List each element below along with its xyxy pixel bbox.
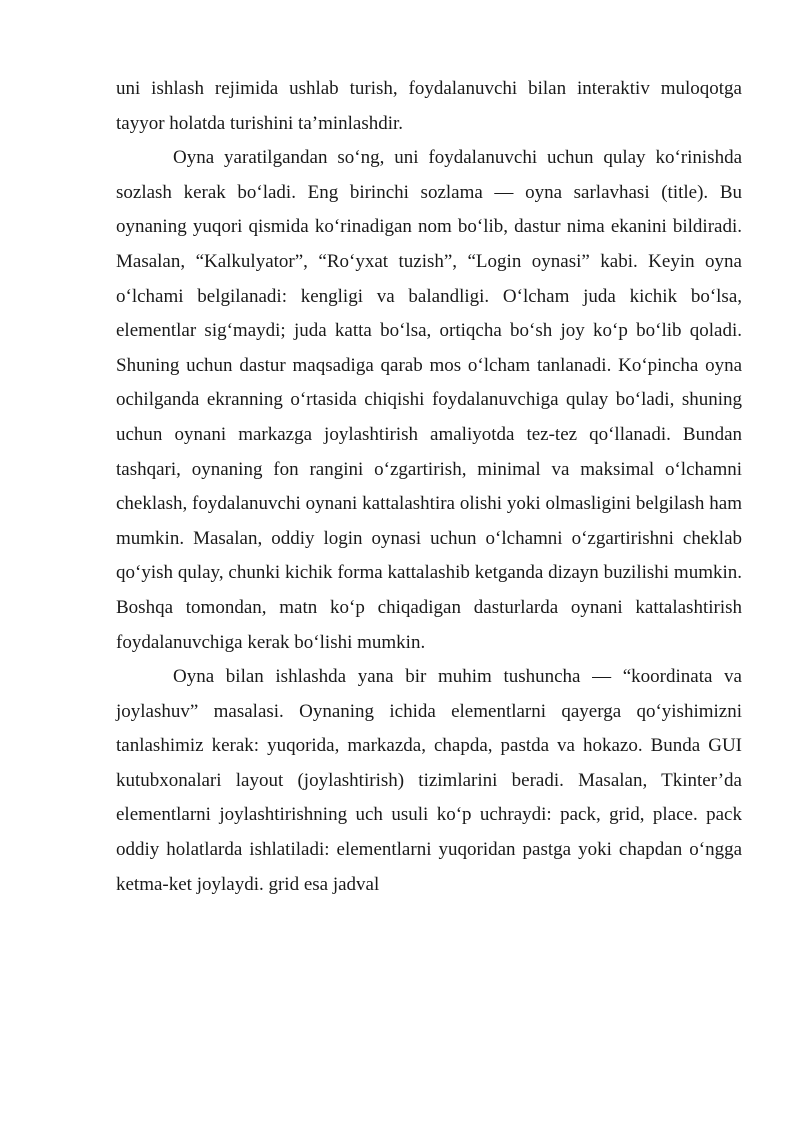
paragraph-window-settings: Oyna yaratilgandan so‘ng, uni foydalanuvchi uchun qulay ko‘rinishda sozlash kerak bo‘ladi. Eng birinchi sozlama — oyna sarlavhasi (title). Bu oynaning yuqori qismida ko‘rinadigan nom bo‘lib, dastur nima ekanini bildiradi. Masalan, “Kalkulyator”, “Ro‘yxat tuzish”, “Login oynasi” kabi. Keyin oyna o‘lchami belgilanadi: kengligi va balandligi. O‘lcham juda kichik bo‘lsa, elementlar sig‘maydi; juda katta bo‘lsa, ortiqcha bo‘sh joy ko‘p bo‘lib qoladi. Shuning uchun dastur maqsadiga qarab mos o‘lcham tanlanadi. Ko‘pincha oyna ochilganda ekranning o‘rtasida chiqishi foydalanuvchiga qulay bo‘ladi, shuning uchun oynani markazga joylashtirish amaliyotda tez-tez qo‘llanadi. Bundan tashqari, oynaning fon rangini o‘zgartirish, minimal va maksimal o‘lchamni cheklash, foydalanuvchi oynani kattalashtira olishi yoki olmasligini belgilash ham mumkin. Masalan, oddiy login oynasi uchun o‘lchamni o‘zgartirishni cheklab qo‘yish qulay, chunki kichik forma kattalashib ketganda dizayn buzilishi mumkin. Boshqa tomondan, matn ko‘p chiqadigan dasturlarda oynani kattalashtirish foydalanuvchiga kerak bo‘lishi mumkin.	[116, 147, 742, 653]
document-body	[116, 72, 742, 902]
paragraph-layout: Oyna bilan ishlashda yana bir muhim tushuncha — “koordinata va joylashuv” masalasi. Oynaning ichida elementlarni qayerga qo‘yishimizni tanlashimiz kerak: yuqorida, markazda, chapda, pastda va hokazo. Bunda GUI kutubxonalari layout (joylashtirish) tizimlarini beradi. Masalan, Tkinter’da elementlarni joylashtirishning uch usuli ko‘p uchraydi: pack, grid, place. pack oddiy holatlarda ishlatiladi: elementlarni yuqoridan pastga yoki chapdan o‘ngga ketma-ket joylaydi. grid esa jadval	[116, 666, 742, 895]
paragraph-continuation: uni ishlash rejimida ushlab turish, foydalanuvchi bilan interaktiv muloqotga tayyor holatda turishini ta’minlashdir.	[116, 78, 742, 134]
